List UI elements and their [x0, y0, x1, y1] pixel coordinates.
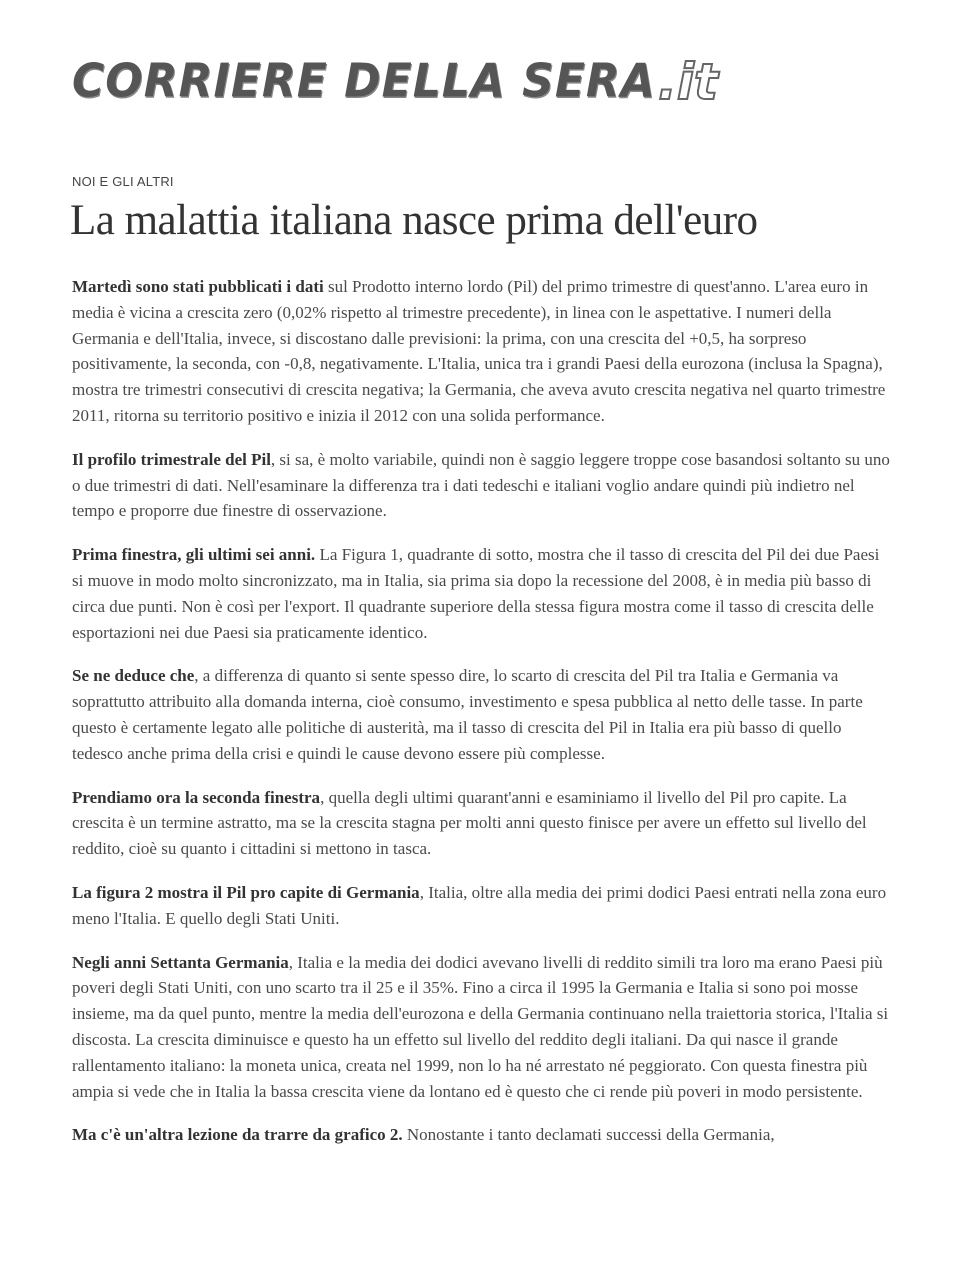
paragraph — [72, 880, 894, 932]
paragraph-text: , si sa, è molto variabile, quindi non è saggio leggere troppe cose basandosi soltanto su uno o due trimestri di dati. Nell'esaminare la differenza tra i dati tedeschi e italiani voglio andare quindi più indietro nel tempo e proporre due finestre di osservazione. — [72, 449, 890, 521]
article-title: La malattia italiana nasce prima dell'euro — [70, 197, 758, 244]
paragraph-lead: Martedì sono stati pubblicati i dati — [72, 277, 324, 296]
paragraph-text: , quella degli ultimi quarant'anni e esaminiamo il livello del Pil pro capite. La crescita è un termine astratto, ma se la crescita stagna per molti anni questo finisce per avere un effetto sul livello del reddito, cioè su quanto i cittadini si mettono in tasca. — [72, 787, 867, 859]
paragraph-lead: Se ne deduce che — [72, 666, 195, 686]
article-body — [72, 274, 894, 1166]
paragraph — [72, 1122, 894, 1148]
paragraph — [72, 447, 894, 524]
paragraph-text: , a differenza di quanto si sente spesso dire, lo scarto di crescita del Pil tra Italia e Germania va soprattutto attribuito alla domanda interna, cioè consumo, investimento e spesa pubblica al netto delle tasse. In parte questo è certamente legato alle politiche di austerità, ma il tasso di crescita del Pil in Italia era più basso di quello tedesco anche prima della crisi e quindi le cause devono essere più complesse. — [72, 666, 863, 763]
paragraph-lead: Negli anni Settanta Germania — [72, 952, 289, 972]
logo-wordmark: CORRIERE DELLA SERA — [72, 54, 656, 109]
paragraph-text: La Figura 1, quadrante di sotto, mostra che il tasso di crescita del Pil dei due Paesi si muove in modo molto sincronizzato, ma in Italia, sia prima sia dopo la recessione del 2008, è in media più basso di circa due punti. Non è così per l'export. Il quadrante superiore della stessa figura mostra come il tasso di crescita delle esportazioni nei due Paesi sia praticamente identico. — [72, 545, 880, 642]
paragraph — [72, 274, 894, 429]
paragraph-lead: Il profilo trimestrale del Pil — [72, 449, 271, 469]
paragraph — [72, 950, 894, 1105]
paragraph-lead: Prendiamo ora la seconda finestra — [72, 787, 321, 807]
paragraph-text: , Italia, oltre alla media dei primi dodici Paesi entrati nella zona euro meno l'Italia. E quello degli Stati Uniti. — [72, 882, 887, 928]
paragraph-text: sul Prodotto interno lordo (Pil) del primo trimestre di quest'anno. L'area euro in media è vicina a crescita zero (0,02% rispetto al trimestre precedente), in linea con le aspettative. I numeri della Germania e dell'Italia, invece, si discostano dalle previsioni: la prima, con una crescita del +0,5, ha sorpreso positivamente, la seconda, con -0,8, negativamente. L'Italia, unica tra i grandi Paesi della eurozona (inclusa la Spagna), mostra tre trimestri consecutivi di crescita negativa; la Germania, che aveva avuto crescita negativa nel quarto trimestre 2011, ritorna su territorio positivo e inizia il 2012 con una solida performance. — [72, 277, 886, 425]
paragraph-lead: Prima finestra, gli ultimi sei anni. — [72, 545, 316, 565]
paragraph — [72, 785, 894, 862]
paragraph — [72, 542, 894, 645]
masthead-logo[interactable] — [72, 53, 718, 111]
paragraph — [72, 663, 894, 766]
logo-suffix: .it — [657, 53, 718, 111]
paragraph-lead: La figura 2 mostra il Pil pro capite di Germania — [72, 882, 420, 902]
section-kicker: NOI E GLI ALTRI — [72, 174, 174, 189]
paragraph-text: Nonostante i tanto declamati successi della Germania, — [402, 1125, 775, 1145]
paragraph-text: , Italia e la media dei dodici avevano livelli di reddito simili tra loro ma erano Paesi più poveri degli Stati Uniti, con uno scarto tra il 25 e il 35%. Fino a circa il 1995 la Germania e Italia si sono poi mosse insieme, ma da quel punto, mentre la media dell'eurozona e della Germania continuano nella traiettoria storica, l'Italia si discosta. La crescita diminuisce e questo ha un effetto sul livello del reddito degli italiani. Da qui nasce il grande rallentamento italiano: la moneta unica, creata nel 1999, non lo ha né arrestato né peggiorato. Con questa finestra più ampia si vede che in Italia la bassa crescita viene da lontano ed è questo che ci rende più poveri in modo persistente. — [72, 952, 889, 1101]
paragraph-lead: Ma c'è un'altra lezione da trarre da grafico 2. — [72, 1125, 403, 1145]
